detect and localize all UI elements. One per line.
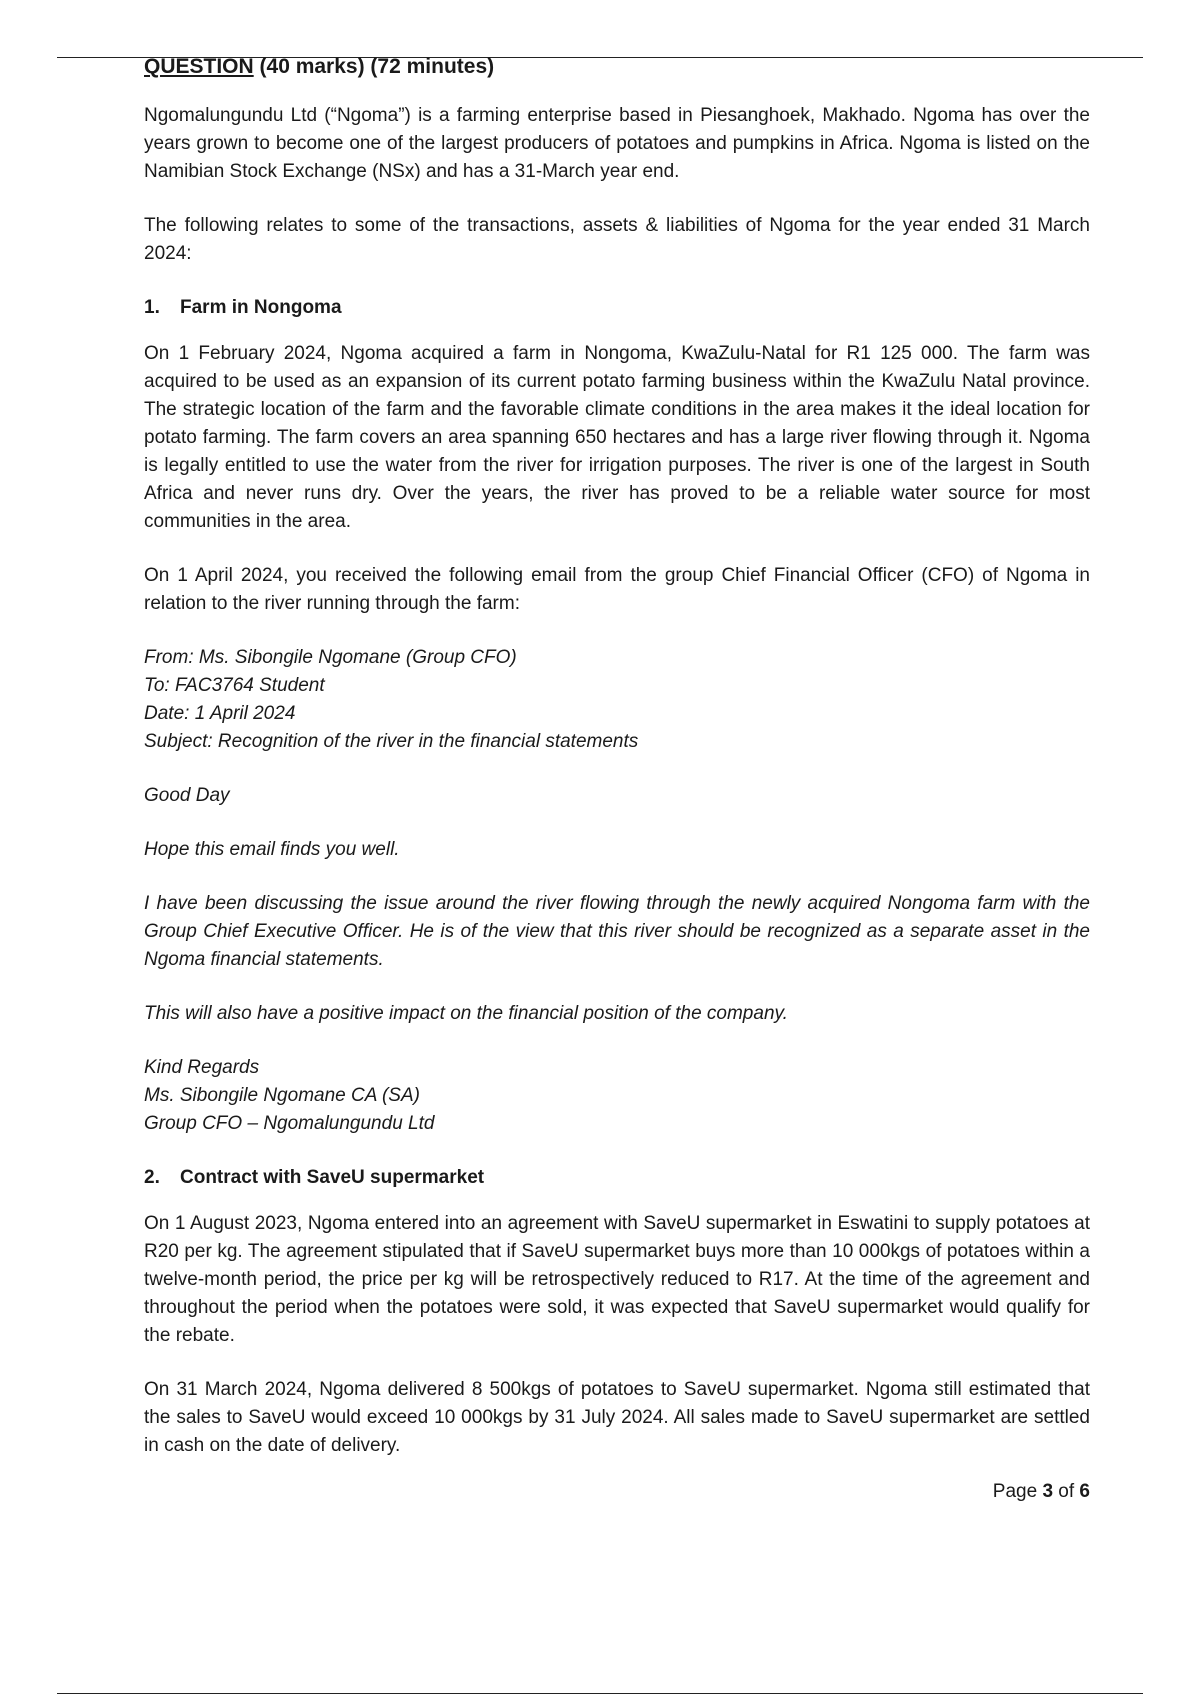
section-2-paragraph-1: On 1 August 2023, Ngoma entered into an agreement with SaveU supermarket in Eswatini to supply potatoes at R20 per kg. The agreement stipulated that if SaveU supermarket buys more than 10 000kgs of potatoes within a twelve-month period, the price per kg will be retrospectively reduced to R17. At the time of the agreement and throughout the period when the potatoes were sold, it was expected that SaveU supermarket would qualify for the rebate.: [144, 1213, 1090, 1346]
section-2-paragraph-2: On 31 March 2024, Ngoma delivered 8 500kgs of potatoes to SaveU supermarket. Ngoma still estimated that the sales to SaveU would exceed 10 000kgs by 31 July 2024. All sales made to SaveU supermarket are settled in cash on the date of delivery.: [144, 1379, 1090, 1456]
page-of: of: [1053, 1481, 1080, 1502]
email-subject: Subject: Recognition of the river in the financial statements: [144, 731, 639, 752]
email-body-2: This will also have a positive impact on the financial position of the company.: [144, 1003, 788, 1024]
section-2-heading: [144, 1164, 1090, 1192]
email-signature: [144, 1054, 1090, 1138]
email-quote: [144, 644, 1090, 1138]
section-1-title: Farm in Nongoma: [180, 297, 342, 318]
email-line-1: Hope this email finds you well.: [144, 839, 400, 860]
document-page: [144, 52, 1090, 1506]
email-from: From: Ms. Sibongile Ngomane (Group CFO): [144, 647, 517, 668]
email-signoff: Kind Regards: [144, 1057, 260, 1078]
page-number: [144, 1478, 1090, 1506]
email-to: To: FAC3764 Student: [144, 675, 325, 696]
email-signature-title: Group CFO – Ngomalungundu Ltd: [144, 1113, 435, 1134]
question-label: QUESTION: [144, 55, 254, 78]
email-body-1: I have been discussing the issue around the river flowing through the newly acquired Nongoma farm with the Group Chief Executive Officer. He is of the view that this river should be recognized as a separate asset in the Ngoma financial statements.: [144, 893, 1090, 970]
section-2-title: Contract with SaveU supermarket: [180, 1167, 485, 1188]
question-marks: (40 marks) (72 minutes): [253, 55, 495, 78]
bottom-rule: [57, 1693, 1143, 1694]
page-word: Page: [992, 1481, 1043, 1502]
page-current: 3: [1042, 1481, 1054, 1502]
section-1-paragraph-2: On 1 April 2024, you received the following email from the group Chief Financial Officer (CFO) of Ngoma in relation to the river running through the farm:: [144, 565, 1090, 614]
section-1-paragraph-1: On 1 February 2024, Ngoma acquired a farm in Nongoma, KwaZulu-Natal for R1 125 000. The farm was acquired to be used as an expansion of its current potato farming business within the KwaZulu Natal province. The strategic location of the farm and the favorable climate conditions in the area makes it the ideal location for potato farming. The farm covers an area spanning 650 hectares and has a large river flowing through it. Ngoma is legally entitled to use the water from the river for irrigation purposes. The river is one of the largest in South Africa and never runs dry. Over the years, the river has proved to be a reliable water source for most communities in the area.: [144, 343, 1090, 532]
intro-paragraph-2: The following relates to some of the transactions, assets & liabilities of Ngoma for the year ended 31 March 2024:: [144, 215, 1090, 264]
question-title: [144, 52, 1090, 82]
section-1-number: 1.: [144, 297, 160, 318]
email-date: Date: 1 April 2024: [144, 703, 296, 724]
section-2-number: 2.: [144, 1167, 160, 1188]
email-signature-name: Ms. Sibongile Ngomane CA (SA): [144, 1085, 420, 1106]
page-total: 6: [1079, 1481, 1090, 1502]
email-greeting: Good Day: [144, 785, 230, 806]
section-1-heading: [144, 294, 1090, 322]
intro-paragraph-1: Ngomalungundu Ltd (“Ngoma”) is a farming enterprise based in Piesanghoek, Makhado. Ngoma has over the years grown to become one of the largest producers of potatoes and pumpkins in Africa. Ngoma is listed on the Namibian Stock Exchange (NSx) and has a 31-March year end.: [144, 105, 1090, 182]
email-header: [144, 644, 1090, 756]
